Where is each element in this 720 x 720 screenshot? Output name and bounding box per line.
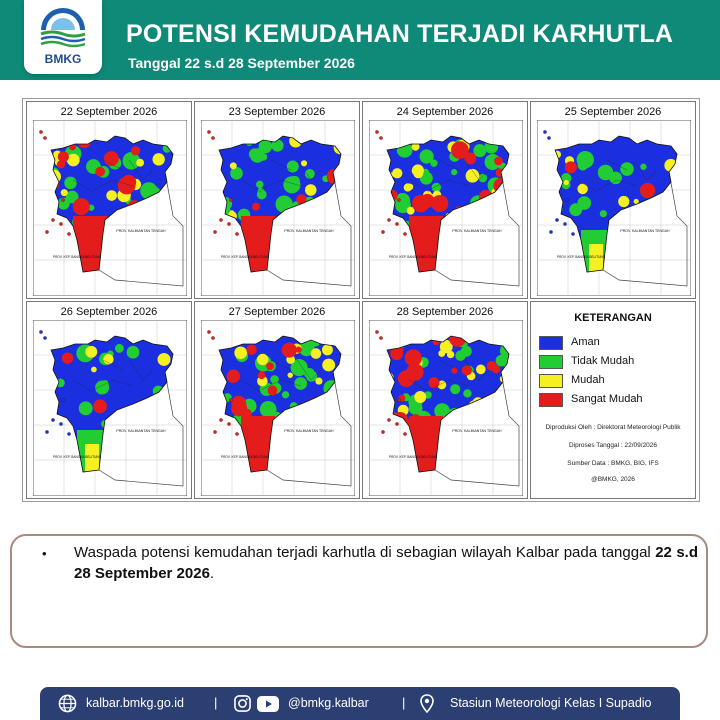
svg-text:PROV. KALIMANTAN TENGAH: PROV. KALIMANTAN TENGAH — [452, 229, 502, 233]
map-date: 26 September 2026 — [60, 306, 158, 318]
svg-text:PROV. KEP. BANGKA BELITUNG: PROV. KEP. BANGKA BELITUNG — [389, 455, 438, 459]
map-date: 27 September 2026 — [228, 306, 326, 318]
legend-processed-date: Diproses Tanggal : 22/09/2026 — [568, 442, 658, 449]
legend-title: KETERANGAN — [574, 312, 652, 324]
legend-label: Aman — [571, 336, 600, 348]
legend-label: Sangat Mudah — [571, 393, 643, 405]
footer-separator: | — [402, 695, 406, 710]
svg-text:PROV. KEP. BANGKA BELITUNG: PROV. KEP. BANGKA BELITUNG — [53, 255, 102, 259]
fire-potential-map — [369, 120, 523, 296]
map-date: 24 September 2026 — [396, 106, 494, 118]
map-panel — [362, 301, 528, 499]
fire-potential-map — [201, 120, 355, 296]
svg-text:PROV. KEP. BANGKA BELITUNG: PROV. KEP. BANGKA BELITUNG — [389, 255, 438, 259]
fire-potential-map — [537, 120, 691, 296]
fire-potential-map — [33, 120, 187, 296]
legend-swatch-aman — [539, 336, 563, 350]
footer-bar — [40, 687, 680, 720]
legend-swatch-tidak-mudah — [539, 355, 563, 369]
svg-text:PROV. KEP. BANGKA BELITUNG: PROV. KEP. BANGKA BELITUNG — [557, 255, 606, 259]
svg-text:PROV. KEP. BANGKA BELITUNG: PROV. KEP. BANGKA BELITUNG — [221, 255, 270, 259]
svg-text:PROV. KALIMANTAN TENGAH: PROV. KALIMANTAN TENGAH — [284, 429, 334, 433]
legend-copyright: @BMKG, 2026 — [591, 476, 635, 483]
map-date: 22 September 2026 — [60, 106, 158, 118]
svg-text:PROV. KEP. BANGKA BELITUNG: PROV. KEP. BANGKA BELITUNG — [53, 455, 102, 459]
map-date: 25 September 2026 — [564, 106, 662, 118]
footer-social-handle[interactable]: @bmkg.kalbar — [288, 696, 369, 710]
svg-text:PROV. KALIMANTAN TENGAH: PROV. KALIMANTAN TENGAH — [284, 229, 334, 233]
map-panel — [362, 101, 528, 299]
location-pin-icon — [420, 694, 434, 713]
map-panel — [530, 101, 696, 299]
footer-website-link[interactable]: kalbar.bmkg.go.id — [86, 696, 184, 710]
map-date: 23 September 2026 — [228, 106, 326, 118]
legend-panel — [530, 301, 696, 499]
legend-produced-by: Diproduksi Oleh : Direktorat Meteorologi Publik — [545, 424, 681, 431]
fire-potential-map — [369, 320, 523, 496]
youtube-icon[interactable] — [257, 696, 279, 712]
map-date: 28 September 2026 — [396, 306, 494, 318]
svg-text:PROV. KALIMANTAN TENGAH: PROV. KALIMANTAN TENGAH — [452, 429, 502, 433]
note-text — [74, 542, 698, 584]
fire-potential-map — [201, 320, 355, 496]
legend-data-source: Sumber Data : BMKG, BIG, IFS — [567, 460, 659, 467]
map-panel — [194, 101, 360, 299]
note-text-end: . — [209, 565, 215, 582]
svg-text:PROV. KEP. BANGKA BELITUNG: PROV. KEP. BANGKA BELITUNG — [221, 455, 270, 459]
map-panel — [26, 101, 192, 299]
note-bullet: • — [42, 546, 47, 561]
fire-potential-map — [33, 320, 187, 496]
svg-text:PROV. KALIMANTAN TENGAH: PROV. KALIMANTAN TENGAH — [116, 229, 166, 233]
legend-label: Mudah — [571, 374, 605, 386]
bmkg-emblem-icon — [38, 6, 88, 52]
globe-icon — [58, 694, 77, 713]
note-date-range: 22 s.d 28 September 2026 — [74, 544, 698, 582]
logo-text: BMKG — [44, 52, 82, 66]
svg-text:PROV. KALIMANTAN TENGAH: PROV. KALIMANTAN TENGAH — [116, 429, 166, 433]
page-title: POTENSI KEMUDAHAN TERJADI KARHUTLA — [126, 20, 674, 48]
footer-separator: | — [214, 695, 218, 710]
map-grid — [22, 98, 700, 502]
svg-text:PROV. KALIMANTAN TENGAH: PROV. KALIMANTAN TENGAH — [620, 229, 670, 233]
warning-note — [10, 534, 708, 648]
map-panel — [26, 301, 192, 499]
instagram-icon[interactable] — [234, 695, 251, 712]
legend-swatch-sangat-mudah — [539, 393, 563, 407]
footer-station-name: Stasiun Meteorologi Kelas I Supadio — [450, 696, 652, 710]
bmkg-logo — [24, 0, 102, 74]
note-text-start: Waspada potensi kemudahan terjadi karhutla di sebagian wilayah Kalbar pada tanggal — [74, 544, 656, 561]
page-subtitle: Tanggal 22 s.d 28 September 2026 — [128, 55, 355, 71]
map-panel — [194, 301, 360, 499]
legend-label: Tidak Mudah — [571, 355, 635, 367]
legend-swatch-mudah — [539, 374, 563, 388]
header-bar — [0, 0, 720, 80]
